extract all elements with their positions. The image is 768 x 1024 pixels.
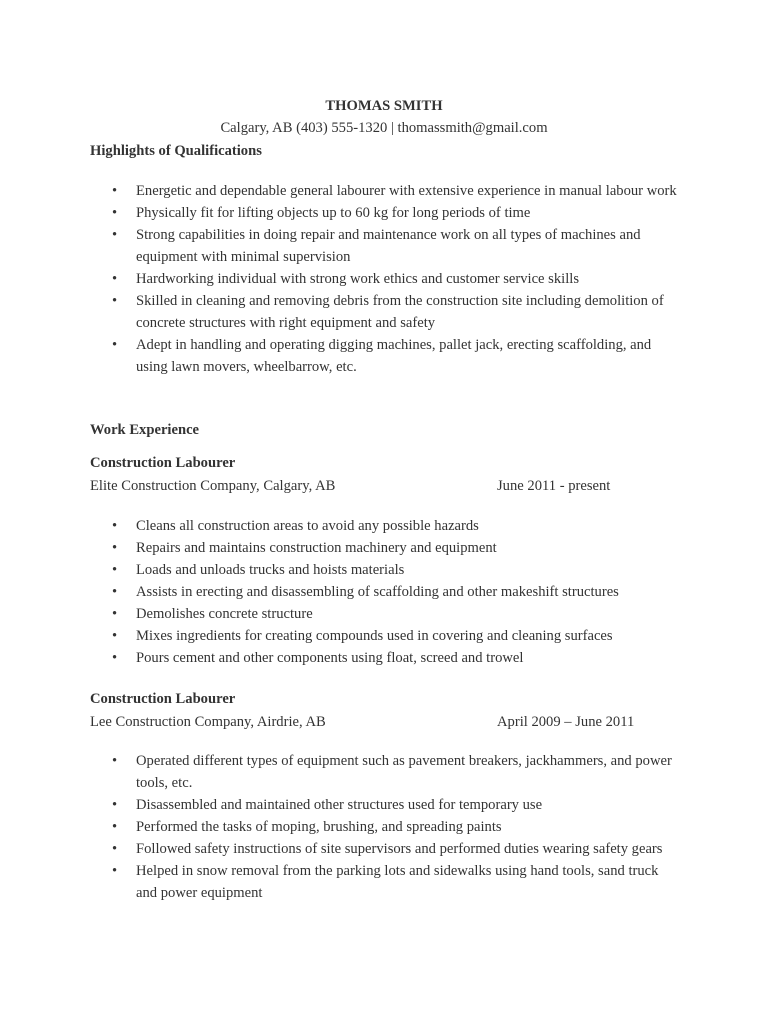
job-dates: April 2009 – June 2011 <box>497 714 635 730</box>
list-item: • Mixes ingredients for creating compounds used in covering and cleaning surfaces <box>90 625 680 647</box>
list-item: • Skilled in cleaning and removing debris from the construction site including demolition of concrete structures with right equipment and safety <box>90 290 680 334</box>
list-item: • Helped in snow removal from the parking lots and sidewalks using hand tools, sand truck and power equipment <box>90 860 680 904</box>
list-item: • Disassembled and maintained other structures used for temporary use <box>90 794 680 816</box>
contact-info: Calgary, AB (403) 555-1320 | thomassmith@gmail.com <box>220 120 548 136</box>
work-experience-heading: Work Experience <box>90 422 200 438</box>
qualifications-heading: Highlights of Qualifications <box>90 143 262 159</box>
list-item: • Energetic and dependable general labourer with extensive experience in manual labour work <box>90 180 680 202</box>
list-item: • Operated different types of equipment such as pavement breakers, jackhammers, and power tools, etc. <box>90 750 680 794</box>
list-item: • Adept in handling and operating digging machines, pallet jack, erecting scaffolding, and using lawn movers, wheelbarrow, etc. <box>90 334 680 378</box>
job-title: Construction Labourer <box>90 455 236 471</box>
candidate-name: THOMAS SMITH <box>325 98 443 114</box>
list-item: • Performed the tasks of moping, brushing, and spreading paints <box>90 816 680 838</box>
list-item: • Assists in erecting and disassembling of scaffolding and other makeshift structures <box>90 581 680 603</box>
job-dates: June 2011 - present <box>497 478 611 494</box>
job-title: Construction Labourer <box>90 691 236 707</box>
list-item: • Hardworking individual with strong work ethics and customer service skills <box>90 268 680 290</box>
list-item: • Repairs and maintains construction machinery and equipment <box>90 537 680 559</box>
list-item: • Loads and unloads trucks and hoists materials <box>90 559 680 581</box>
job-duties-list <box>90 750 680 904</box>
list-item: • Cleans all construction areas to avoid any possible hazards <box>90 515 680 537</box>
list-item: • Followed safety instructions of site supervisors and performed duties wearing safety gears <box>90 838 680 860</box>
list-item: • Demolishes concrete structure <box>90 603 680 625</box>
job-company: Elite Construction Company, Calgary, AB <box>90 478 336 494</box>
list-item: • Strong capabilities in doing repair and maintenance work on all types of machines and equipment with minimal supervision <box>90 224 680 268</box>
list-item: • Physically fit for lifting objects up to 60 kg for long periods of time <box>90 202 680 224</box>
qualifications-list <box>90 180 680 378</box>
list-item: • Pours cement and other components using float, screed and trowel <box>90 647 680 669</box>
job-company: Lee Construction Company, Airdrie, AB <box>90 714 326 730</box>
job-duties-list <box>90 515 680 669</box>
